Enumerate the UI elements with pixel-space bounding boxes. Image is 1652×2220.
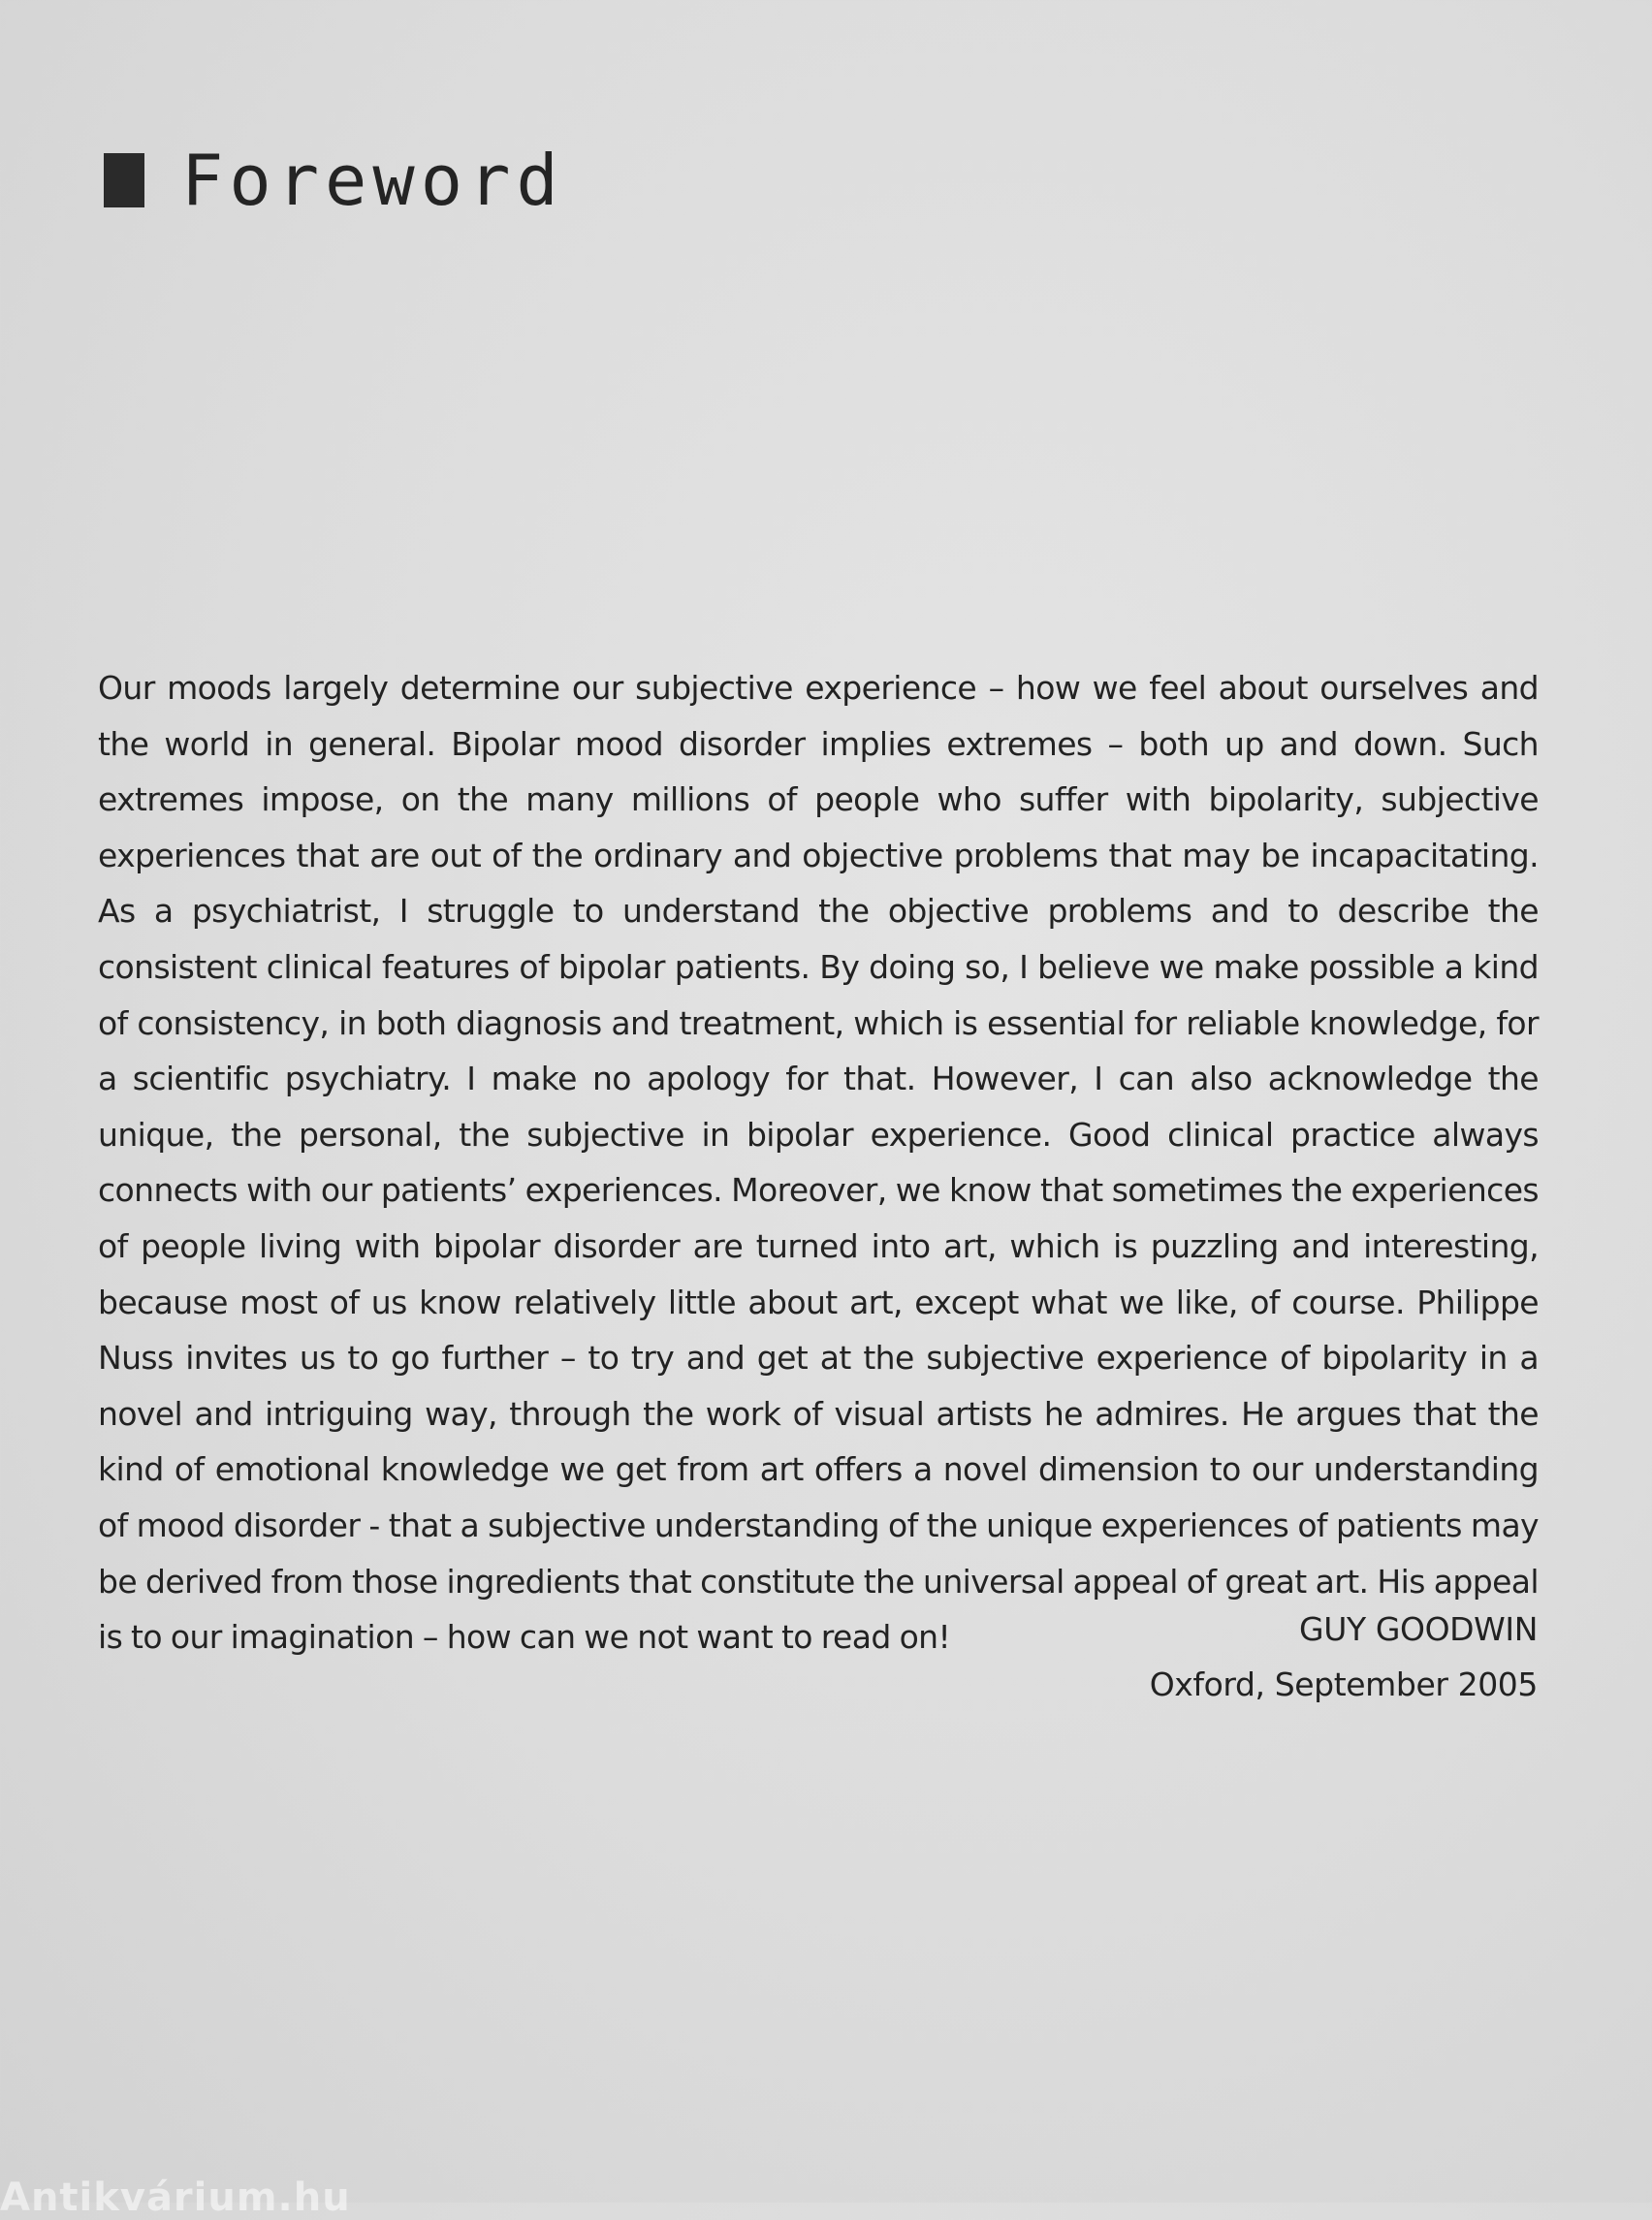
signature-author: GUY GOODWIN xyxy=(1299,1610,1538,1648)
signature-block xyxy=(1150,1602,1538,1712)
watermark: Antikvárium.hu xyxy=(0,2175,351,2220)
heading-square-marker xyxy=(104,153,144,207)
foreword-paragraph: Our moods largely determine our subjective experience – how we feel about ourselves and the world in general. Bipolar mood disorder implies extremes – both up and down. Such extremes impose, on the many millions of people who suffer with bipolarity, subjective experiences that are out of the ordinary and objective problems that may be incapacitating. As a psychiatrist, I struggle to understand the objective problems and to describe the consistent clinical features of bipolar patients. By doing so, I believe we make possible a kind of consistency, in both diagnosis and treatment, which is essential for reliable knowledge, for a scientific psychiatry. I make no apology for that. However, I can also acknowledge the unique, the personal, the subjective in bipolar experience. Good clinical practice always connects with our patients’ experiences. Moreover, we know that sometimes the experiences of people living with bipolar disorder are turned into art, which is puzzling and interesting, because most of us know relatively little about art, except what we like, of course. Philippe Nuss invites us to go further – to try and get at the subjective experience of bipolarity in a novel and intriguing way, through the work of visual artists he admires. He argues that the kind of emotional knowledge we get from art offers a novel dimension to our understanding of mood disorder - that a subjective understanding of the unique experiences of patients may be derived from those ingredients that constitute the universal appeal of great art. His appeal is to our imagination – how can we not want to read on! xyxy=(98,669,1539,1657)
signature-place-date: Oxford, September 2005 xyxy=(1149,1665,1538,1703)
page-title: Foreword xyxy=(181,140,564,221)
page-heading xyxy=(104,140,564,221)
